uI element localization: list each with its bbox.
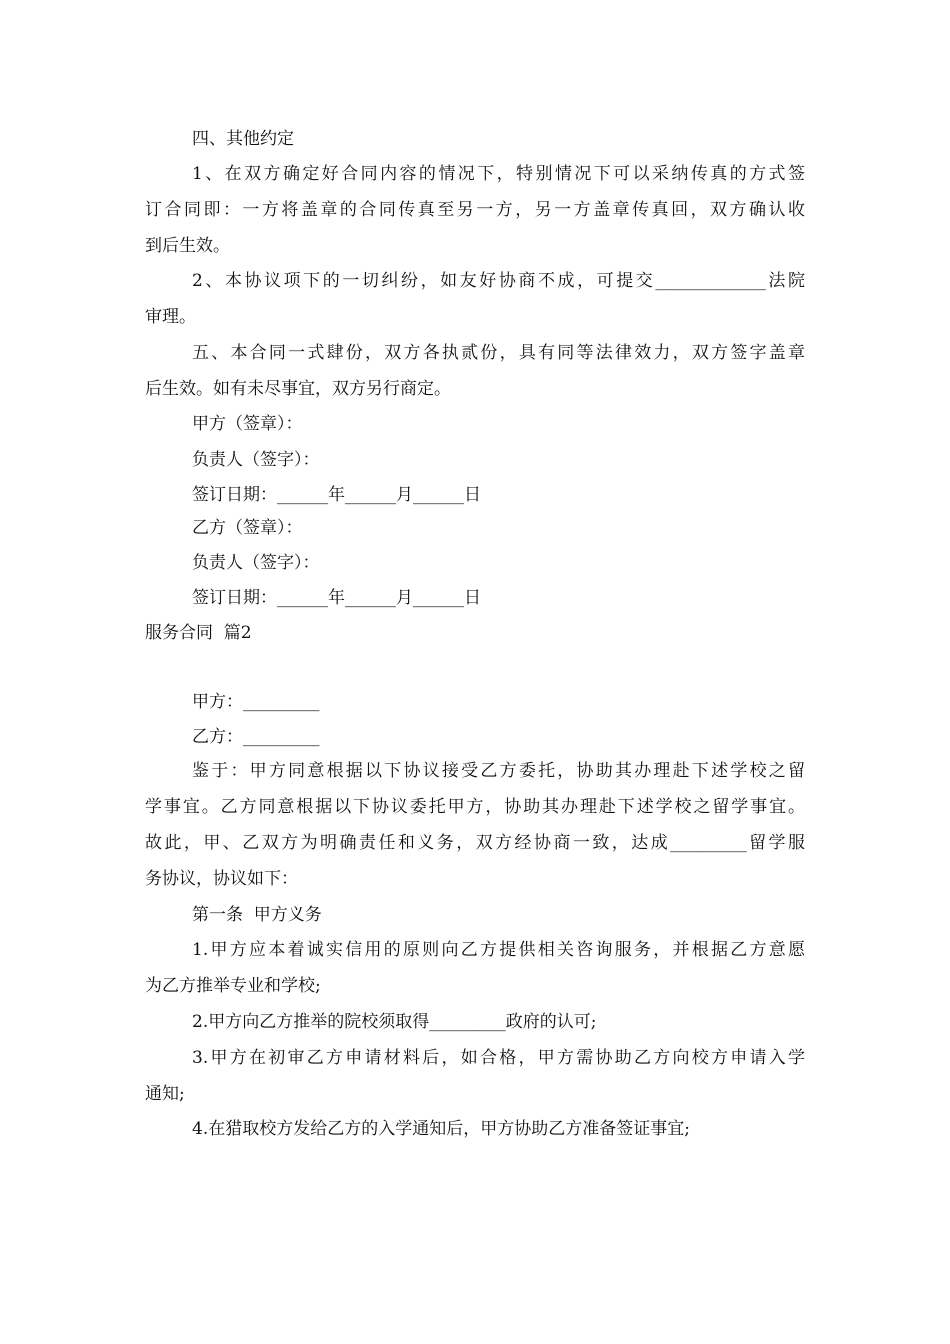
paragraph-line: 4.在猎取校方发给乙方的入学通知后，甲方协助乙方准备签证事宜;	[192, 1119, 690, 1139]
paragraph-line: 后生效。如有未尽事宜，双方另行商定。	[145, 379, 451, 399]
paragraph-line: 1、在双方确定好合同内容的情况下，特别情况下可以采纳传真的方式签	[192, 164, 805, 184]
paragraph-line: 故此，甲、乙双方为明确责任和义务，双方经协商一致，达成_________留学服	[145, 833, 805, 853]
party-a-representative: 负责人（签字）：	[192, 450, 320, 470]
party-b-seal: 乙方（签章）：	[192, 518, 303, 538]
paragraph-line: 订合同即：一方将盖章的合同传真至另一方，另一方盖章传真回，双方确认收	[145, 200, 805, 220]
paragraph-line: 五、本合同一式肆份，双方各执贰份，具有同等法律效力，双方签字盖章	[192, 343, 805, 363]
paragraph-line: 2.甲方向乙方推举的院校须取得_________政府的认可;	[192, 1012, 597, 1032]
party-a-field: 甲方：_________	[192, 692, 320, 712]
party-b-field: 乙方：_________	[192, 727, 320, 747]
party-b-representative: 负责人（签字）：	[192, 553, 320, 573]
document-title: 服务合同 篇2	[145, 623, 252, 643]
paragraph-line: 3.甲方在初审乙方申请材料后，如合格，甲方需协助乙方向校方申请入学	[192, 1048, 805, 1068]
party-a-seal: 甲方（签章）：	[192, 414, 303, 434]
paragraph-line: 为乙方推举专业和学校;	[145, 976, 321, 996]
paragraph-line: 1.甲方应本着诚实信用的原则向乙方提供相关咨询服务，并根据乙方意愿	[192, 940, 805, 960]
paragraph-line: 到后生效。	[145, 236, 230, 256]
paragraph-line: 通知;	[145, 1084, 185, 1104]
party-b-sign-date: 签订日期：______年______月______日	[192, 588, 481, 608]
paragraph-line: 学事宜。乙方同意根据以下协议委托甲方，协助其办理赴下述学校之留学事宜。	[145, 797, 805, 817]
paragraph-line: 务协议，协议如下：	[145, 869, 298, 889]
paragraph-line: 审理。	[145, 307, 196, 327]
paragraph-line: 2、本协议项下的一切纠纷，如友好协商不成，可提交_____________法院	[192, 271, 805, 291]
paragraph-line: 鉴于：甲方同意根据以下协议接受乙方委托，协助其办理赴下述学校之留	[192, 761, 805, 781]
section-heading: 四、其他约定	[192, 129, 294, 149]
party-a-sign-date: 签订日期：______年______月______日	[192, 485, 481, 505]
article-heading: 第一条 甲方义务	[192, 905, 322, 925]
